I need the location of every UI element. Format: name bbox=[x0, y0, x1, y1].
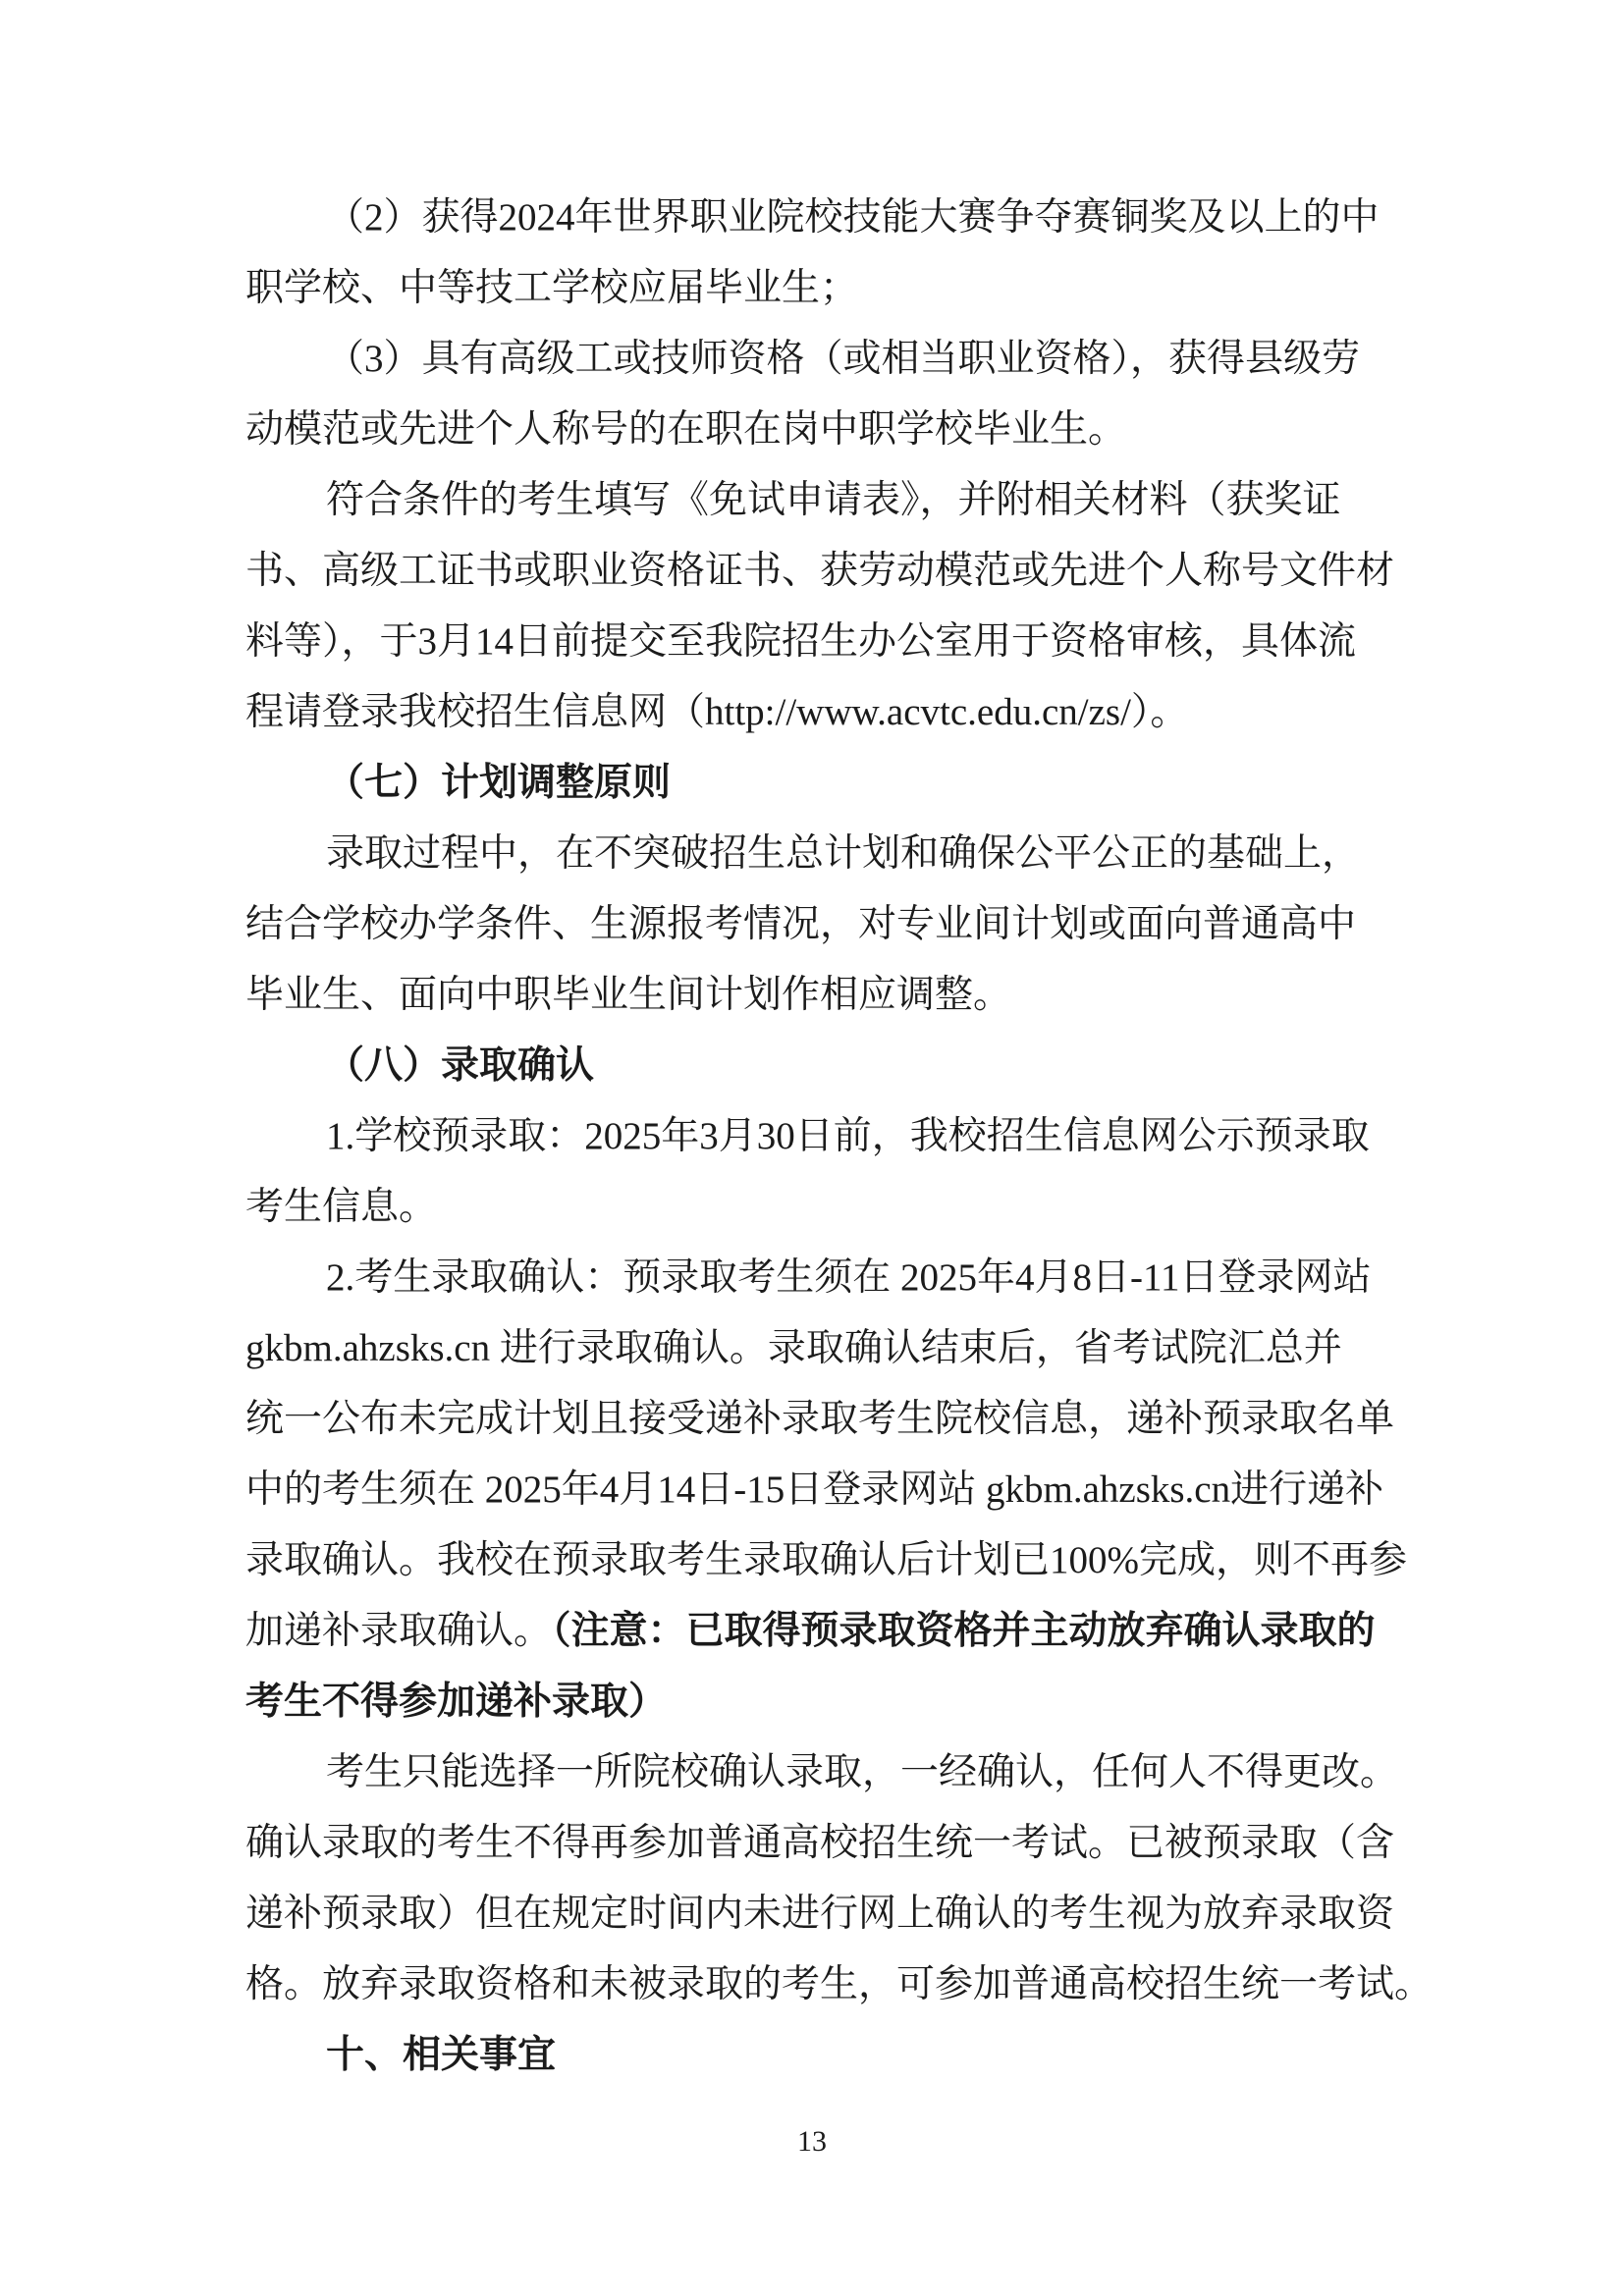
text-line-10: 录取过程中，在不突破招生总计划和确保公平公正的基础上， bbox=[326, 832, 1361, 875]
text-line-25: 递补预录取）但在规定时间内未进行网上确认的考生视为放弃录取资 bbox=[245, 1893, 1395, 1935]
text-line-19: 中的考生须在 2025年4月14日-15日登录网站 gkbm.ahzsks.cn进行递补 bbox=[245, 1468, 1384, 1511]
text-segment-notice-bold: （注意：已取得预录取资格并主动放弃确认录取的 bbox=[552, 1610, 1376, 1652]
text-line-5: 符合条件的考生填写《免试申请表》，并附相关材料（获奖证 bbox=[326, 479, 1341, 521]
text-line-1: （2）获得2024年世界职业院校技能大赛争夺赛铜奖及以上的中 bbox=[326, 196, 1380, 239]
text-line-11: 结合学校办学条件、生源报考情况，对专业间计划或面向普通高中 bbox=[245, 903, 1357, 945]
text-line-7: 料等），于3月14日前提交至我院招生办公室用于资格审核，具体流 bbox=[245, 620, 1357, 663]
text-line-24: 确认录取的考生不得再参加普通高校招生统一考试。已被预录取（含 bbox=[245, 1822, 1395, 1864]
text-line-14: 1.学校预录取：2025年3月30日前，我校招生信息网公示预录取 bbox=[326, 1115, 1370, 1157]
text-line-17: gkbm.ahzsks.cn 进行录取确认。录取确认结束后，省考试院汇总并 bbox=[245, 1327, 1342, 1369]
page-number: 13 bbox=[797, 2125, 827, 2158]
document-body bbox=[245, 183, 1434, 2091]
text-line-12: 毕业生、面向中职毕业生间计划作相应调整。 bbox=[245, 974, 1012, 1016]
section-heading-7: （七）计划调整原则 bbox=[326, 762, 672, 804]
section-heading-10: 十、相关事宜 bbox=[326, 2034, 557, 2076]
text-line-4: 动模范或先进个人称号的在职在岗中职学校毕业生。 bbox=[245, 408, 1127, 451]
text-line-22-bold: 考生不得参加递补录取） bbox=[245, 1681, 668, 1723]
text-line-18: 统一公布未完成计划且接受递补录取考生院校信息，递补预录取名单 bbox=[245, 1398, 1395, 1440]
text-line-6: 书、高级工证书或职业资格证书、获劳动模范或先进个人称号文件材 bbox=[245, 550, 1395, 592]
text-line-3: （3）具有高级工或技师资格（或相当职业资格），获得县级劳 bbox=[326, 338, 1361, 380]
text-line-23: 考生只能选择一所院校确认录取，一经确认，任何人不得更改。 bbox=[326, 1751, 1399, 1793]
text-line-15: 考生信息。 bbox=[245, 1186, 438, 1228]
text-segment-normal: 加递补录取确认。 bbox=[245, 1610, 553, 1652]
text-line-8: 程请登录我校招生信息网（http://www.acvtc.edu.cn/zs/）。 bbox=[245, 691, 1189, 733]
text-line-2: 职学校、中等技工学校应届毕业生； bbox=[245, 267, 859, 309]
text-line-20: 录取确认。我校在预录取考生录取确认后计划已100%完成，则不再参 bbox=[245, 1539, 1407, 1581]
section-heading-8: （八）录取确认 bbox=[326, 1044, 595, 1087]
text-line-21 bbox=[245, 1596, 1394, 1667]
text-line-26: 格。放弃录取资格和未被录取的考生，可参加普通高校招生统一考试。 bbox=[245, 1963, 1434, 2005]
text-line-16: 2.考生录取确认：预录取考生须在 2025年4月8日-11日登录网站 bbox=[326, 1256, 1372, 1299]
